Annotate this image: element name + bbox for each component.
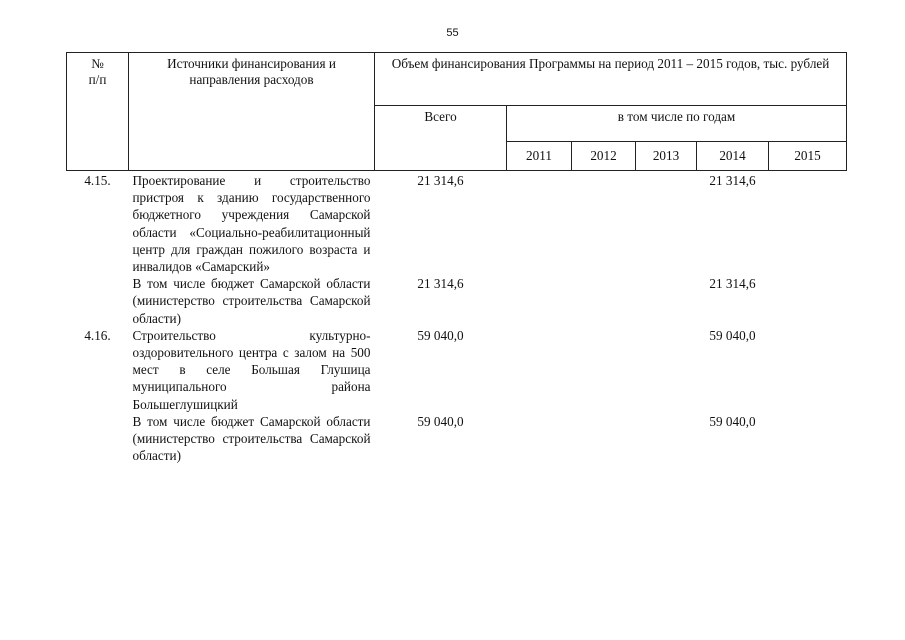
- header-sources: Источники финансирования и направления расходов: [129, 53, 375, 171]
- table-row: [67, 171, 847, 276]
- row-2015: [769, 413, 847, 465]
- row-2012: [572, 413, 636, 465]
- page-number: 55: [446, 27, 459, 39]
- table-row: [67, 327, 847, 413]
- row-2015: [769, 327, 847, 413]
- row-2012: [572, 327, 636, 413]
- header-year-2013: 2013: [636, 142, 697, 171]
- row-total: 59 040,0: [417, 327, 464, 343]
- header-num: № п/п: [67, 53, 129, 171]
- row-2013: [636, 413, 697, 465]
- row-total: 21 314,6: [417, 276, 464, 292]
- row-description: Проектирование и строительство пристроя к зданию государственного бюджетного учреждения Самарской области «Социально-реабилитационный центр для граждан пожилого возраста и инвалидов «Самарский»: [132, 173, 371, 275]
- table-row: [67, 413, 847, 465]
- row-2014: 21 314,6: [709, 276, 756, 292]
- header-year-2015: 2015: [769, 142, 847, 171]
- row-number: [67, 275, 129, 327]
- row-description: В том числе бюджет Самарской области (министерство строительства Самарской области): [132, 276, 371, 326]
- row-2013: [636, 171, 697, 276]
- row-description: Строительство культурно-оздоровительного центра с залом на 500 мест в селе Большая Глушица муниципального района Большеглушицкий: [132, 327, 371, 412]
- row-2014: 59 040,0: [709, 327, 756, 343]
- table-row: [67, 275, 847, 327]
- row-number: 4.16.: [84, 327, 111, 343]
- header-year-2012: 2012: [572, 142, 636, 171]
- header-year-2011: 2011: [507, 142, 572, 171]
- row-number: [67, 413, 129, 465]
- header-by-years: в том числе по годам: [507, 106, 847, 142]
- row-2013: [636, 327, 697, 413]
- row-2014: 21 314,6: [709, 173, 756, 188]
- header-volume: Объем финансирования Программы на период 2011 – 2015 годов, тыс. рублей: [375, 53, 847, 106]
- row-number: 4.15.: [84, 173, 111, 188]
- row-2012: [572, 171, 636, 276]
- row-2014: 59 040,0: [709, 413, 756, 429]
- row-2011: [507, 413, 572, 465]
- row-2015: [769, 275, 847, 327]
- row-total: 59 040,0: [417, 413, 464, 429]
- row-2011: [507, 327, 572, 413]
- header-year-2014: 2014: [697, 142, 769, 171]
- row-2011: [507, 275, 572, 327]
- header-total: Всего: [375, 106, 507, 171]
- row-description: В том числе бюджет Самарской области (министерство строительства Самарской области): [132, 413, 371, 464]
- row-2013: [636, 275, 697, 327]
- row-2011: [507, 171, 572, 276]
- row-total: 21 314,6: [417, 173, 464, 188]
- row-2015: [769, 171, 847, 276]
- financing-table: [66, 52, 847, 464]
- row-2012: [572, 275, 636, 327]
